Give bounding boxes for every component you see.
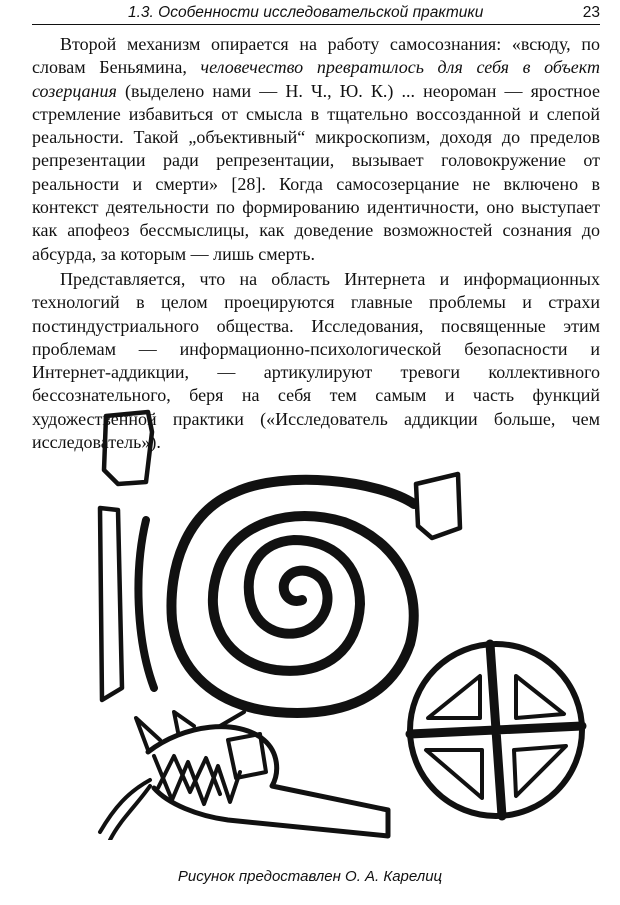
paragraph-1	[32, 33, 600, 266]
figure-drawing	[88, 400, 598, 840]
chapter-title: 1.3. Особенности исследовательской практики	[128, 4, 484, 21]
circle-cross-drawing	[410, 644, 582, 816]
paragraph-2: Представляется, что на область Интернета и информационных технологий в целом проецируются главные проблемы и страхи постиндустриального общества. Исследования, посвященные этим проблемам — информационно-психологической безопасности и Интернет-аддикции, — артикулируют тревоги коллективного бессознательного, беря на себя тем самым и часть функций художественной практики («Исследователь аддикции больше, чем исследователь»).	[32, 268, 600, 453]
paragraph-1-emphasis: человечество превратилось для себя в объект созерцания	[32, 57, 600, 101]
spiral-drawing	[100, 412, 460, 713]
paragraph-1-start: Второй механизм опирается на работу самосознания: «всюду, по словам Беньямина,	[32, 34, 600, 78]
page-number: 23	[582, 4, 600, 21]
paragraph-1-rest: (выделено нами — Н. Ч., Ю. К.) ... неороман — яростное стремление избавиться от смысла в тщательно воссозданной и слепой реальности. Такой „объективный“ микроскопизм, доходя до пределов репрезентации ради репрезентации, вызывает головокружение от реальности и смерти» [28]. Когда самосозерцание не включено в контекст деятельности по формированию идентичности, оно выступает как апофеоз бессмыслицы, как доведение возможностей сознания до абсурда, за которым — лишь смерть.	[32, 80, 600, 264]
figure-caption: Рисунок предоставлен О. А. Карелиц	[177, 868, 443, 885]
header-rule	[32, 24, 600, 25]
creature-head-drawing	[100, 712, 388, 840]
body-text	[32, 33, 600, 454]
